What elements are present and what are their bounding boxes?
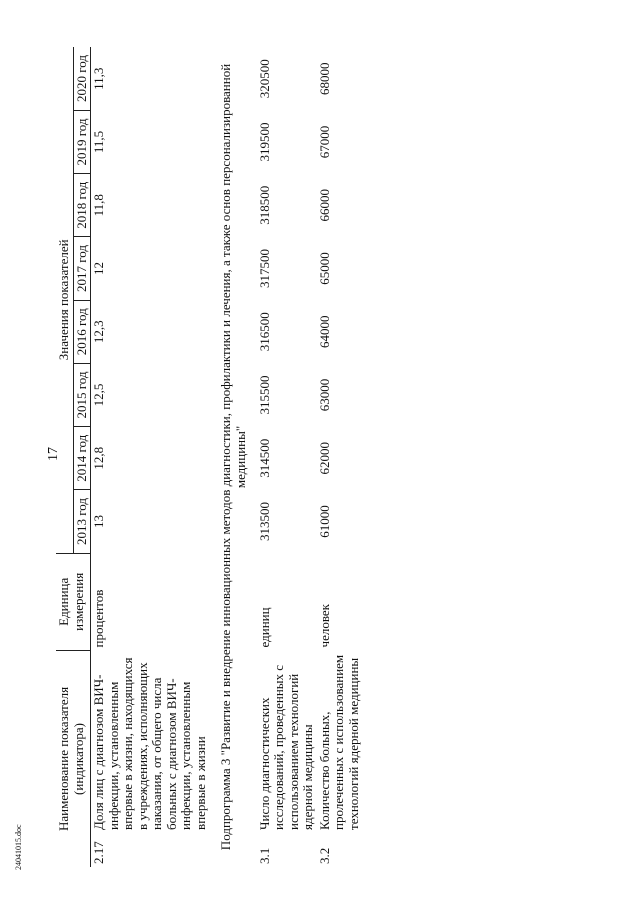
header-year: 2014 год xyxy=(73,427,91,490)
row-value: 64000 xyxy=(316,315,332,349)
header-year: 2017 год xyxy=(73,237,91,300)
row-value: 61000 xyxy=(316,505,332,538)
row-value: 315500 xyxy=(256,375,272,415)
row-value: 317500 xyxy=(256,249,272,289)
row-value: 313500 xyxy=(256,502,272,542)
row-value: 12,5 xyxy=(91,383,107,407)
row-value: 66000 xyxy=(316,189,332,222)
subprogram-row xyxy=(209,47,256,867)
row-unit: процентов xyxy=(91,589,107,648)
header-values-group: Значения показателей xyxy=(56,47,73,553)
row-value: 319500 xyxy=(256,122,272,162)
table-row xyxy=(317,47,363,867)
row-value: 13 xyxy=(91,515,107,529)
header-year: 2018 год xyxy=(73,174,91,237)
row-value: 68000 xyxy=(316,62,332,95)
row-value: 11,8 xyxy=(91,194,107,217)
row-unit: единиц xyxy=(256,607,272,648)
row-value: 11,3 xyxy=(91,67,107,90)
header-year: 2016 год xyxy=(73,300,91,363)
row-number: 2.17 xyxy=(91,841,107,864)
row-number: 3.2 xyxy=(316,847,332,864)
header-year: 2020 год xyxy=(73,47,91,110)
row-value: 65000 xyxy=(316,252,332,285)
row-unit: человек xyxy=(316,604,332,648)
header-year: 2015 год xyxy=(73,363,91,426)
row-value: 67000 xyxy=(316,125,332,159)
row-value: 316500 xyxy=(256,312,272,352)
header-year: 2013 год xyxy=(73,490,91,553)
row-name: Количество больных, пролеченных с использованием технологий ядерной медицины xyxy=(316,654,361,830)
row-value: 62000 xyxy=(316,442,332,475)
table-row xyxy=(257,47,317,867)
row-value: 63000 xyxy=(316,378,332,412)
table-row xyxy=(91,47,210,867)
row-value: 12 xyxy=(91,262,107,276)
subprogram-title: Подпрограмма 3 "Развитие и внедрение инновационных методов диагностики, профилактики и лечения, а также основ персонализированной медицины" xyxy=(218,63,249,851)
page-number: 17 xyxy=(46,447,61,461)
row-name: Число диагностических исследований, проведенных с использованием технологий ядерной медицины xyxy=(256,664,316,830)
row-value: 314500 xyxy=(256,438,272,478)
row-number: 3.1 xyxy=(256,847,272,864)
header-name: Наименование показателя (индикатора) xyxy=(56,650,91,867)
row-value: 318500 xyxy=(256,185,272,225)
header-year: 2019 год xyxy=(73,110,91,173)
rotated-table-sheet xyxy=(48,30,608,875)
row-value: 11,5 xyxy=(91,130,107,154)
indicators-table xyxy=(56,47,362,867)
row-value: 320500 xyxy=(256,59,272,99)
header-unit: Единица измерения xyxy=(56,553,91,650)
row-name: Доля лиц с диагнозом ВИЧ-инфекции, установленным впервые в жизни, находящихся в учреждениях, исполняющих наказания, от общего числа больных с диагнозом ВИЧ-инфекции, установленным впервые в жизни xyxy=(91,657,208,830)
row-value: 12,3 xyxy=(91,320,107,344)
footer-filename: 24041015.doc xyxy=(14,824,23,870)
row-value: 12,8 xyxy=(91,446,107,470)
